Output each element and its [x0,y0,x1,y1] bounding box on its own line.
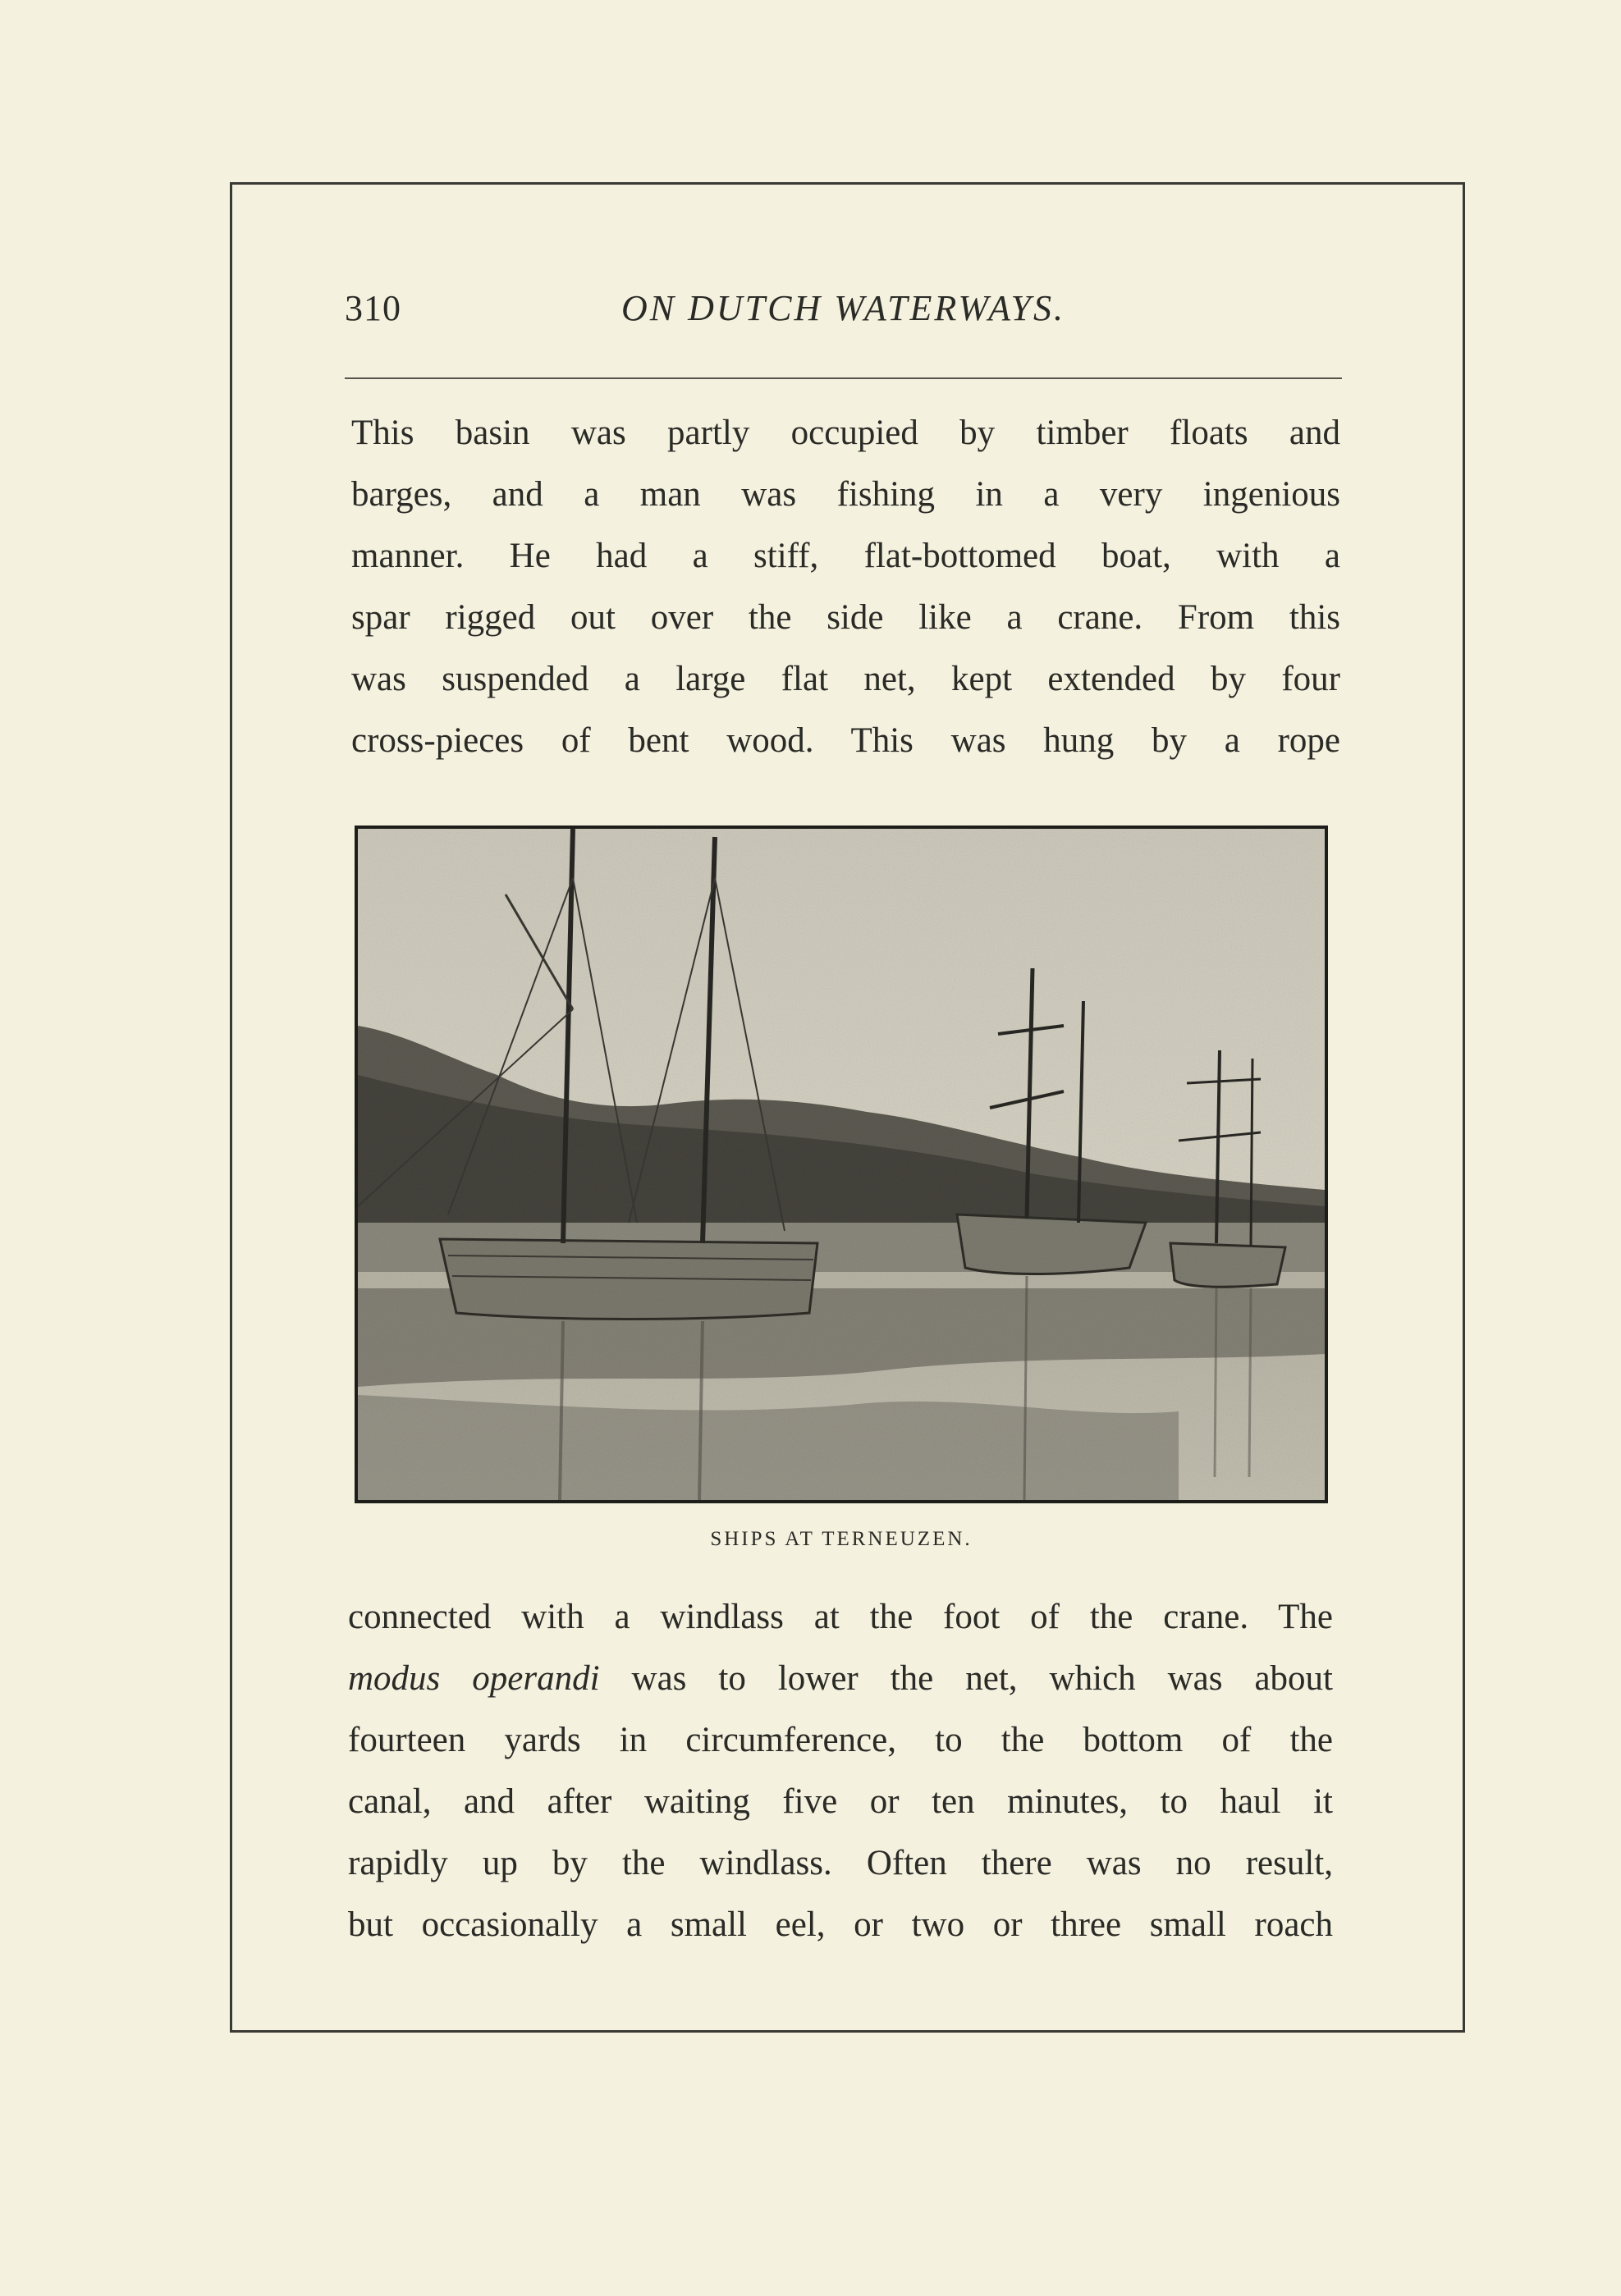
page-number: 310 [345,288,401,328]
text-line: fourteen yards in circumference, to the bottom of the [348,1721,1333,1759]
ships-photograph [355,826,1328,1503]
text-line: was suspended a large flat net, kept extended by four [351,660,1340,698]
italic-phrase: modus operandi [348,1659,600,1698]
text-line: cross-pieces of bent wood. This was hung by a rope [351,721,1340,760]
header-rule [345,377,1342,379]
text-line: rapidly up by the windlass. Often there was no result, [348,1844,1333,1882]
text-line: canal, and after waiting five or ten minutes, to haul it [348,1782,1333,1821]
running-title: ON DUTCH WATERWAYS. [620,288,1066,328]
text-line: barges, and a man was fishing in a very ingenious [351,475,1340,514]
text-line: This basin was partly occupied by timber floats and [351,414,1340,452]
body-text-bottom [348,1586,1333,1955]
figure-caption: SHIPS AT TERNEUZEN. [710,1528,973,1550]
text-line: manner. He had a stiff, flat-bottomed boat, with a [351,537,1340,575]
body-text-top [351,402,1340,771]
text-line: connected with a windlass at the foot of the crane. The [348,1598,1333,1636]
text-line: but occasionally a small eel, or two or three small roach [348,1905,1333,1944]
text-line-rest: was to lower the net, which was about [599,1659,1333,1698]
text-line [348,1648,1333,1709]
text-line: spar rigged out over the side like a crane. From this [351,598,1340,637]
running-head [345,287,1342,336]
